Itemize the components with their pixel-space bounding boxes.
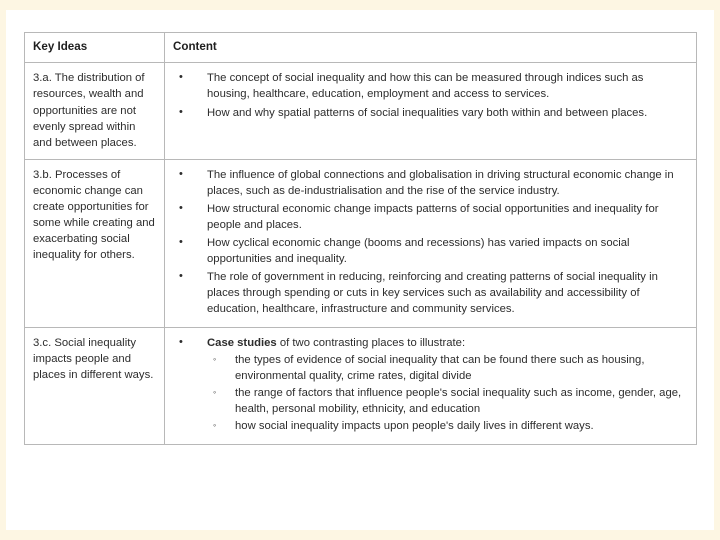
bullet-list-3c bbox=[173, 335, 688, 434]
table-header-key-ideas: Key Ideas bbox=[25, 33, 165, 63]
bullet-icon: • bbox=[179, 235, 183, 248]
list-item-lead: Case studies bbox=[207, 336, 277, 349]
specification-table-container bbox=[24, 32, 696, 445]
content-3a bbox=[165, 63, 697, 159]
list-item-text: of two contrasting places to illustrate: bbox=[276, 336, 466, 349]
table-header-content: Content bbox=[165, 33, 697, 63]
sub-bullet-list-3c bbox=[207, 352, 688, 434]
circle-bullet-icon: ◦ bbox=[213, 353, 217, 364]
table-row bbox=[25, 159, 697, 327]
list-item-text: How cyclical economic change (booms and recessions) has varied impacts on social opportunities and inequality. bbox=[207, 236, 630, 265]
circle-bullet-icon: ◦ bbox=[213, 386, 217, 397]
list-item-text: How structural economic change impacts patterns of social opportunities and inequality for people and places. bbox=[207, 202, 659, 231]
table-row bbox=[25, 63, 697, 159]
list-item-text: how social inequality impacts upon people's daily lives in different ways. bbox=[235, 420, 594, 433]
list-item-text: the types of evidence of social inequality that can be found there such as housing, environmental quality, crime rates, digital divide bbox=[235, 353, 645, 382]
bullet-icon: • bbox=[179, 167, 183, 180]
bullet-icon: • bbox=[179, 269, 183, 282]
list-item bbox=[173, 167, 688, 199]
list-item bbox=[173, 235, 688, 267]
list-item bbox=[207, 385, 688, 417]
bullet-icon: • bbox=[179, 201, 183, 214]
list-item bbox=[173, 70, 688, 102]
key-idea-3b: 3.b. Processes of economic change can create opportunities for some while creating and exacerbating social inequality for others. bbox=[25, 159, 165, 327]
list-item-text: the range of factors that influence people's social inequality such as income, gender, age, health, personal mobility, ethnicity, and education bbox=[235, 386, 682, 416]
table-row bbox=[25, 327, 697, 444]
circle-bullet-icon: ◦ bbox=[213, 420, 217, 431]
list-item bbox=[207, 418, 688, 434]
key-idea-3a: 3.a. The distribution of resources, wealth and opportunities are not evenly spread within and between places. bbox=[25, 63, 165, 159]
list-item-text: The role of government in reducing, reinforcing and creating patterns of social inequality in places through spending or cuts in key services such as availability and accessibility of education, healthcare, infrastructure and community services. bbox=[207, 270, 658, 315]
bullet-icon: • bbox=[179, 105, 183, 118]
list-item bbox=[207, 352, 688, 384]
list-item bbox=[173, 269, 688, 317]
content-3b bbox=[165, 159, 697, 327]
list-item bbox=[173, 105, 688, 121]
bullet-icon: • bbox=[179, 71, 183, 84]
content-3c bbox=[165, 327, 697, 444]
list-item-text: How and why spatial patterns of social inequalities vary both within and between places. bbox=[207, 106, 648, 119]
key-idea-3c: 3.c. Social inequality impacts people and places in different ways. bbox=[25, 327, 165, 444]
list-item bbox=[173, 335, 688, 434]
list-item-text: The concept of social inequality and how this can be measured through indices such as housing, healthcare, education, employment and access to services. bbox=[207, 72, 644, 101]
list-item bbox=[173, 201, 688, 233]
bullet-list-3a bbox=[173, 70, 688, 120]
specification-table bbox=[24, 32, 697, 445]
bullet-list-3b bbox=[173, 167, 688, 317]
bullet-icon: • bbox=[179, 335, 183, 348]
list-item-text: The influence of global connections and globalisation in driving structural economic change in places, such as de-industrialisation and the rise of the service industry. bbox=[207, 168, 674, 197]
table-header-row bbox=[25, 33, 697, 63]
